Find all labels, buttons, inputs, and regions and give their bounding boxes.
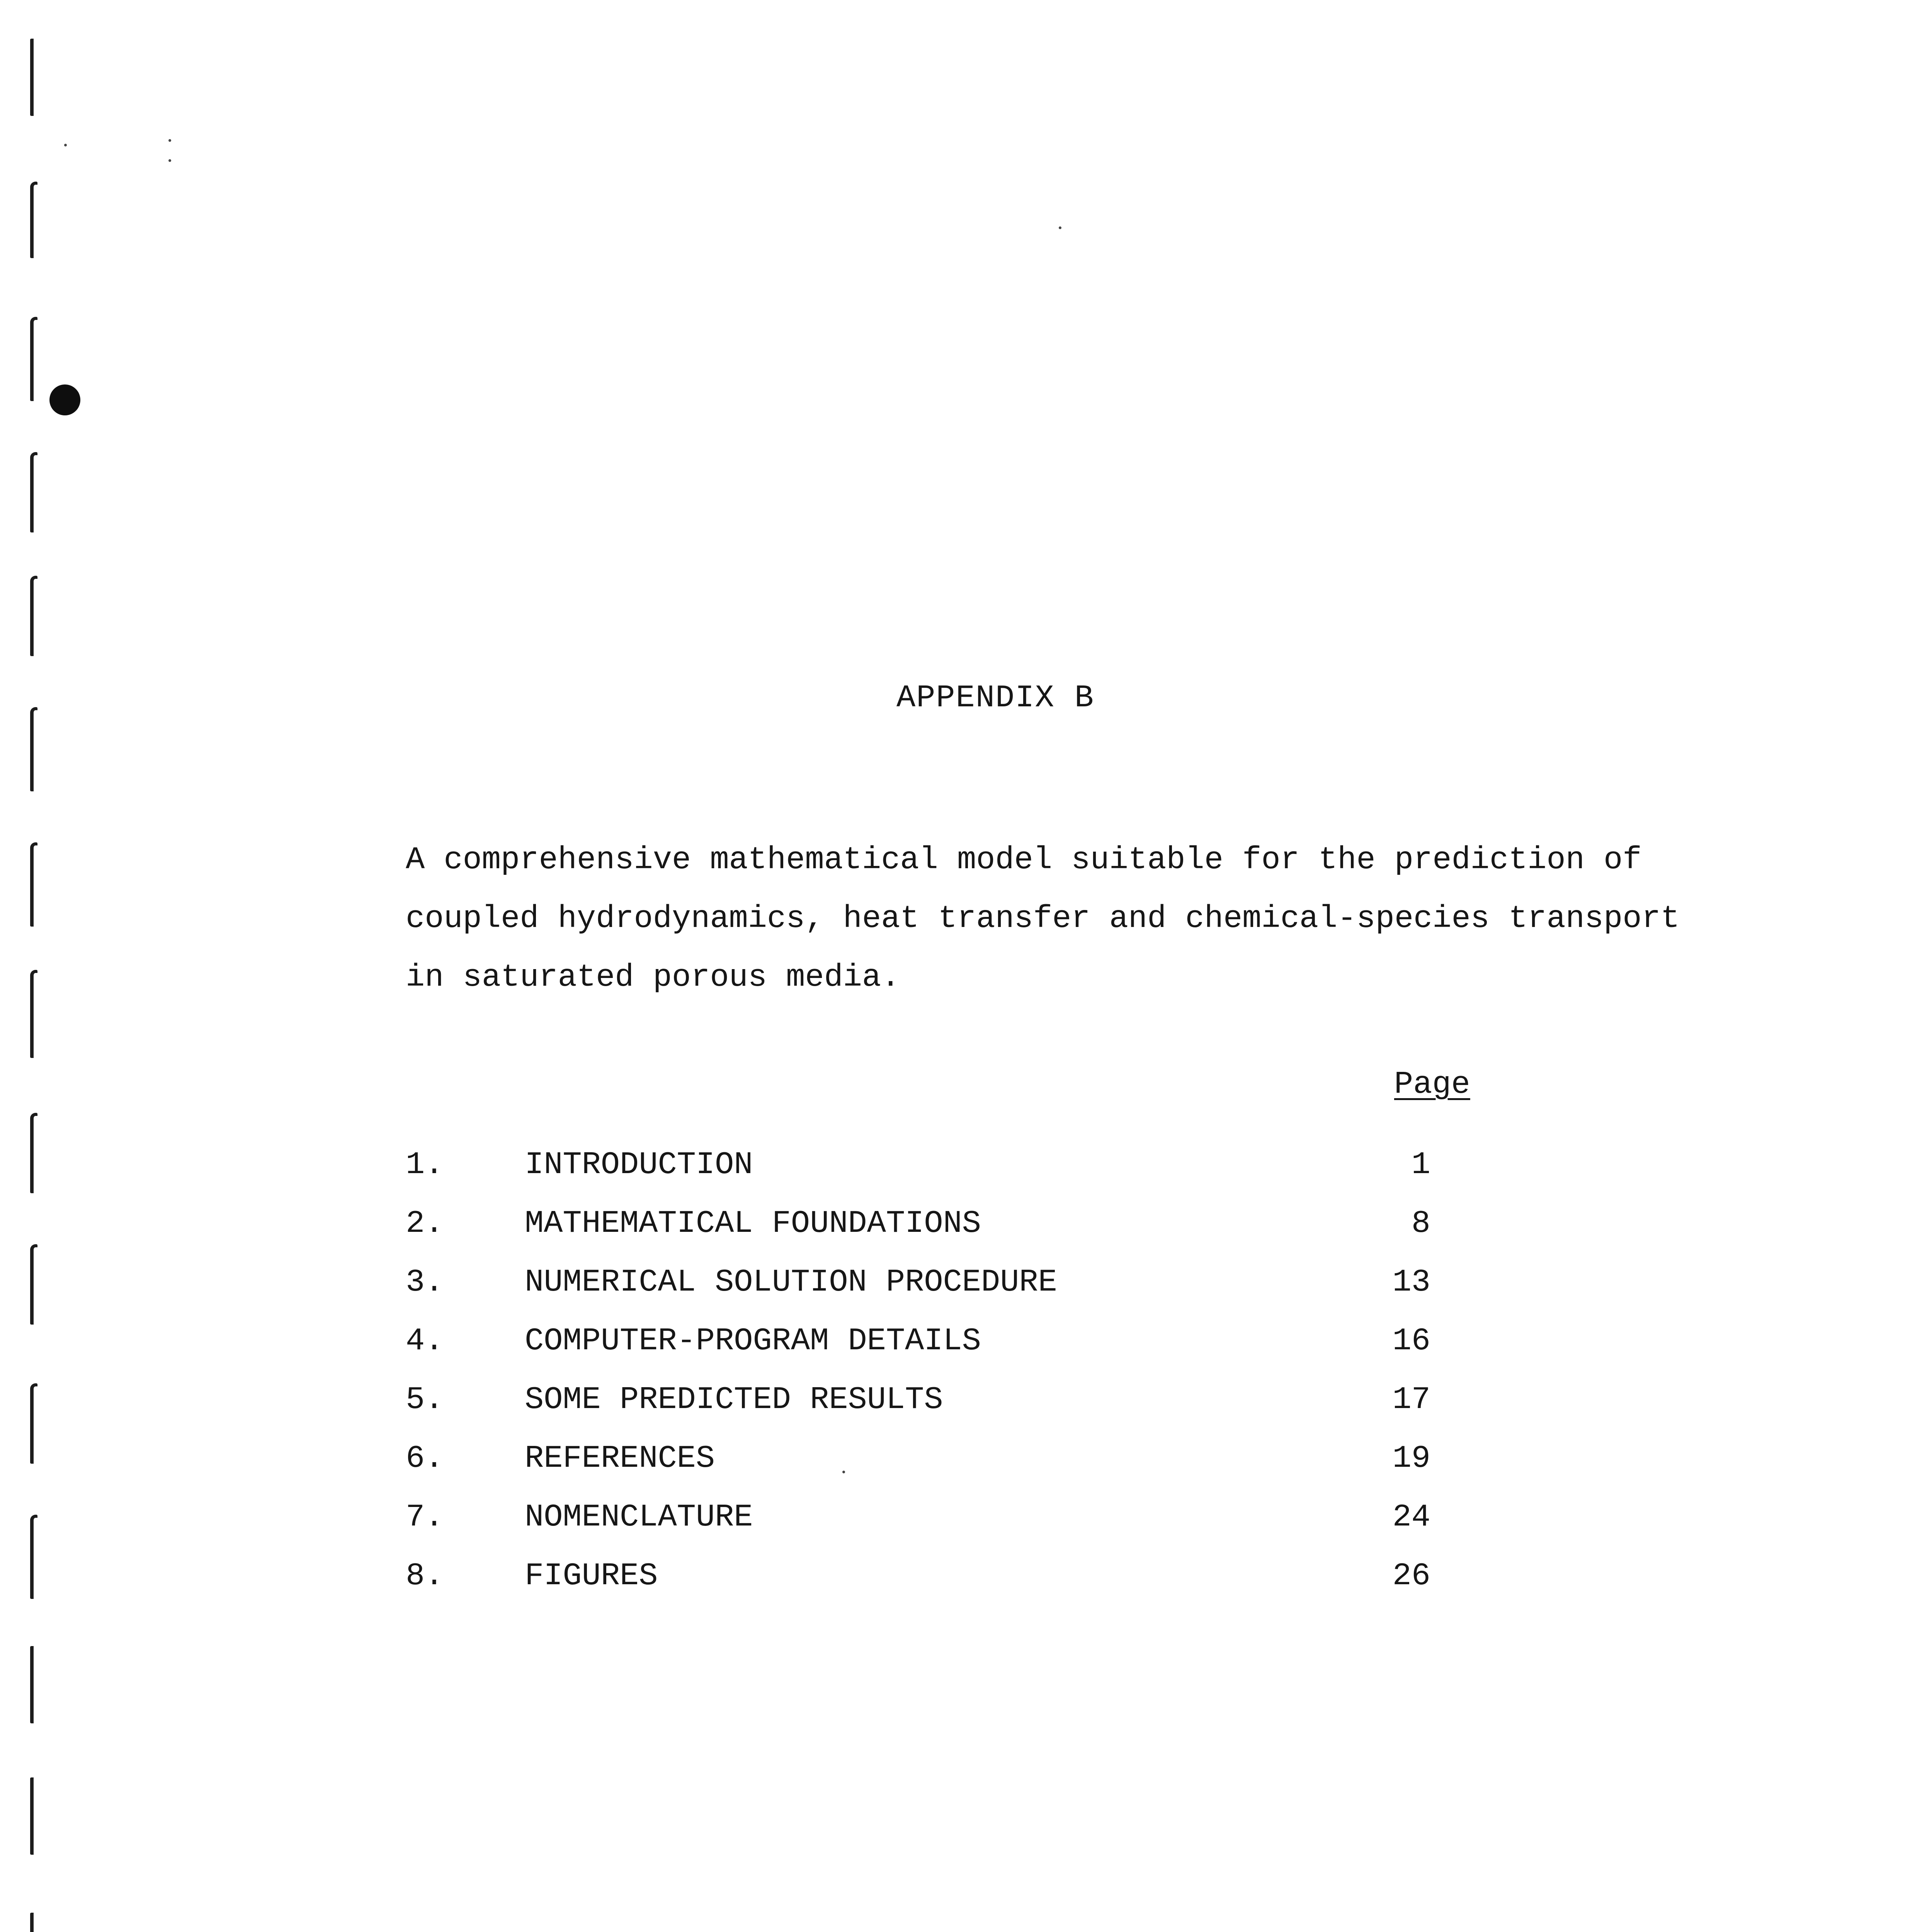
margin-bracket-mark [30,1777,37,1855]
toc-title: COMPUTER-PROGRAM DETAILS [525,1323,981,1359]
margin-bracket-mark [30,1113,37,1193]
toc-title: MATHEMATICAL FOUNDATIONS [525,1206,981,1242]
margin-bracket-mark [30,1383,37,1464]
toc-row [406,1496,1449,1555]
toc-row [406,1202,1449,1261]
toc-page-number: 13 [1392,1264,1430,1300]
toc-page-number: 17 [1392,1382,1430,1418]
toc-title: NOMENCLATURE [525,1499,753,1535]
toc-page-number: 8 [1411,1206,1430,1242]
margin-bracket-mark [30,39,37,116]
table-of-contents [406,1144,1449,1614]
margin-bracket-mark [30,1515,37,1599]
punch-hole [49,384,80,415]
margin-bracket-mark [30,576,37,656]
toc-page-number: 19 [1392,1440,1430,1476]
margin-bracket-mark [30,970,37,1058]
margin-bracket-mark [30,842,37,927]
toc-number: 2. [406,1206,444,1242]
margin-bracket-mark [30,182,37,258]
scan-speck [64,144,67,146]
toc-number: 8. [406,1558,444,1594]
toc-number: 3. [406,1264,444,1300]
intro-line: coupled hydrodynamics, heat transfer and chemical-species transport [406,901,1680,937]
appendix-heading: APPENDIX B [896,680,1095,716]
scan-speck [1059,226,1061,229]
scan-speck [168,159,171,162]
margin-bracket-mark [30,707,37,791]
margin-bracket-mark [30,1913,37,1932]
toc-number: 5. [406,1382,444,1418]
toc-row [406,1379,1449,1437]
toc-row [406,1320,1449,1379]
intro-line: A comprehensive mathematical model suitable for the prediction of [406,842,1642,878]
toc-page-number: 16 [1392,1323,1430,1359]
toc-row [406,1261,1449,1320]
toc-number: 7. [406,1499,444,1535]
toc-row [406,1437,1449,1496]
toc-number: 6. [406,1440,444,1476]
toc-title: NUMERICAL SOLUTION PROCEDURE [525,1264,1057,1300]
margin-bracket-mark [30,452,37,532]
toc-title: REFERENCES [525,1440,715,1476]
toc-title: INTRODUCTION [525,1147,753,1183]
toc-title: FIGURES [525,1558,658,1594]
intro-line: in saturated porous media. [406,959,900,995]
toc-number: 4. [406,1323,444,1359]
margin-bracket-mark [30,1646,37,1723]
margin-bracket-mark [30,1244,37,1325]
toc-number: 1. [406,1147,444,1183]
toc-page-number: 24 [1392,1499,1430,1535]
toc-row [406,1555,1449,1614]
toc-row [406,1144,1449,1202]
margin-bracket-mark [30,317,37,401]
toc-title: SOME PREDICTED RESULTS [525,1382,943,1418]
toc-page-number: 1 [1411,1147,1430,1183]
toc-page-number: 26 [1392,1558,1430,1594]
scan-speck [168,139,171,142]
intro-paragraph [406,831,1797,1007]
page-column-header: Page [1394,1066,1470,1102]
